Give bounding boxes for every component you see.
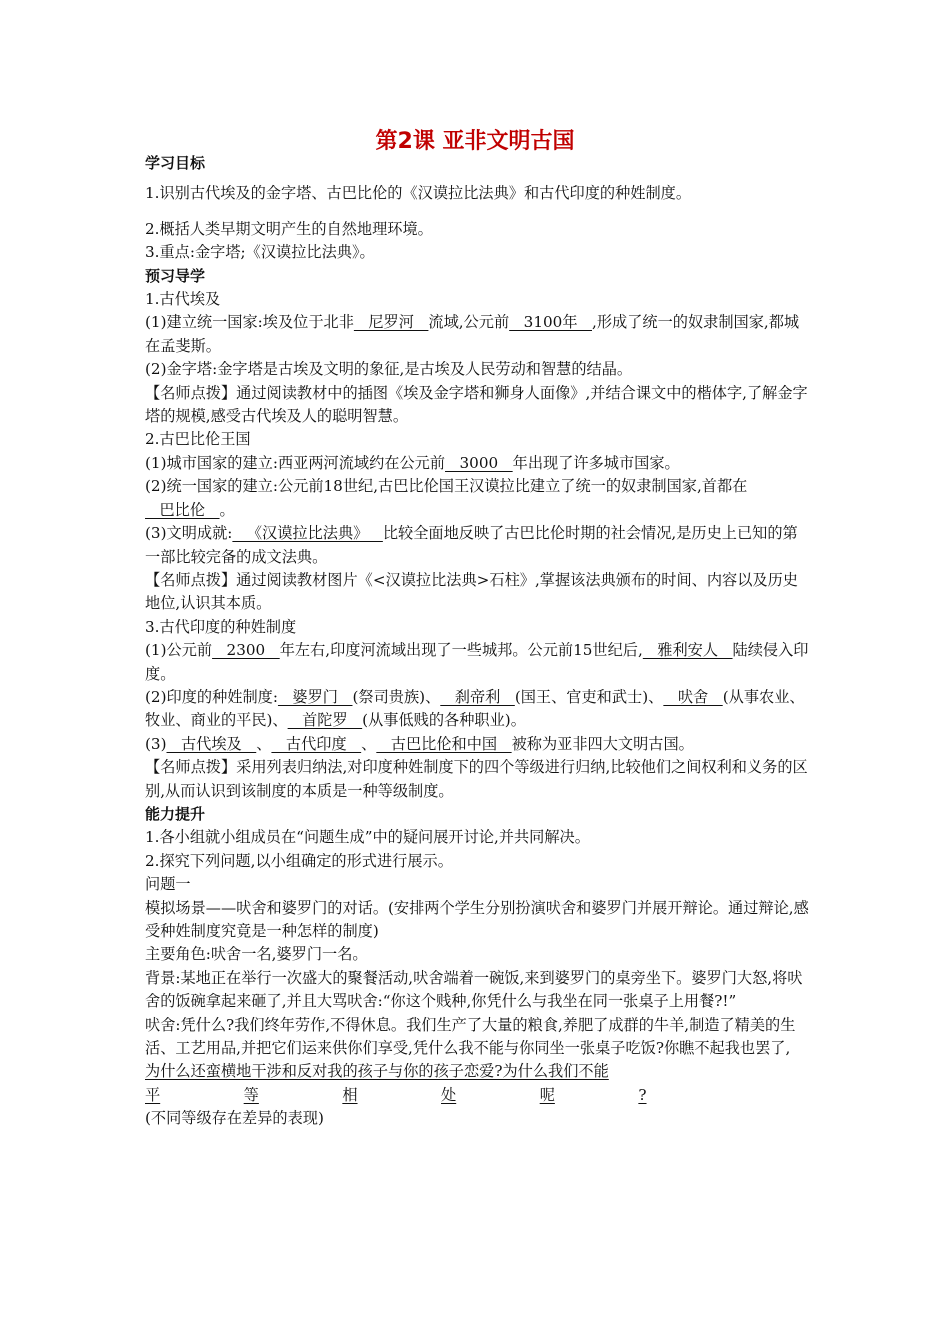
text: ,形成了统一的奴隶制国家,都城在孟斐斯。 [145,313,800,355]
answer-blank: 婆罗门 [277,687,353,706]
text: 。 [219,500,235,519]
answer-blank: 古巴比伦和中国 [376,734,512,753]
section-egypt-title: 1.古代埃及 [145,290,221,309]
note: (不同等级存在差异的表现) [145,1109,324,1128]
section-babylon-title: 2.古巴比伦王国 [145,430,251,449]
text: 相 [342,1085,358,1104]
babylon-tip: 【名师点拨】通过阅读教材图片《<汉谟拉比法典>石柱》,掌握该法典颁布的时间、内容以及历史地位,认识其本质。 [145,570,798,613]
answer-blank: 巴比伦 [145,500,220,519]
babylon-p2 [145,475,810,522]
heading-ability: 能力提升 [145,804,206,823]
text: (从事农业、牧业、商业的平民)、 [145,687,805,730]
text: (1)城市国家的建立:西亚两河流域约在公元前 [145,453,446,472]
answer-blank: 尼罗河 [353,313,429,332]
text: 、 [256,734,272,753]
text: ? [638,1085,647,1104]
text [730,1084,810,1107]
text: (1)公元前 [145,641,213,660]
goal-item: 3.重点:金字塔;《汉谟拉比法典》。 [145,243,375,262]
text: (1)建立统一国家:埃及位于北非 [145,313,354,332]
answer-blank: 为什么还蛮横地干涉和反对我的孩子与你的孩子恋爱?为什么我们不能 [145,1062,609,1081]
india-tip: 【名师点拨】采用列表归纳法,对印度种姓制度下的四个等级进行归纳,比较他们之间权利和义务的区别,从而认识到该制度的本质是一种等级制度。 [145,758,808,800]
india-p1 [145,639,810,686]
text: (2)印度的种姓制度: [145,687,278,706]
goal-item: 2.概括人类早期文明产生的自然地理环境。 [145,219,433,238]
india-p3 [145,733,810,756]
ability-item: 2.探究下列问题,以小组确定的形式进行展示。 [145,851,453,870]
egypt-p2: (2)金字塔:金字塔是古埃及文明的象征,是古埃及人民劳动和智慧的结晶。 [145,360,633,379]
text: 等 [243,1085,259,1104]
text: 处 [441,1085,457,1104]
answer-blank: 古代印度 [271,734,362,753]
text: 比较全面地反映了古巴比伦时期的社会情况,是历史上已知的第一部比较完备的成文法典。 [145,524,798,566]
text: 年左右,印度河流域出现了一些城邦。公元前15世纪后, [279,641,643,660]
text: 陆续侵入印度。 [145,641,809,683]
section-india-title: 3.古代印度的种姓制度 [145,617,297,636]
document-body [145,152,810,1131]
answer-blank: 刹帝利 [440,687,515,706]
answer-blank: 首陀罗 [287,711,363,730]
answer-blank: 3100年 [509,313,592,332]
egypt-p1 [145,311,810,358]
text: (2)统一国家的建立:公元前18世纪,古巴比伦国王汉谟拉比建立了统一的奴隶制国家,首都在 [145,477,748,496]
roles: 主要角色:吠舍一名,婆罗门一名。 [145,945,368,964]
reply [145,1014,810,1084]
answer-blank: 吠舍 [663,687,723,706]
lesson-title: 第2课 亚非文明古国 [375,129,575,154]
text: (国王、官吏和武士)、 [514,687,664,706]
text: 吠舍:凭什么?我们终年劳作,不得休息。我们生产了大量的粮食,养肥了成群的牛羊,制造了精美的生活、工艺用品,并把它们运来供你们享受,凭什么我不能与你同坐一张桌子吃饭?你瞧不起我也罢了, [145,1015,796,1058]
babylon-p1 [145,452,810,475]
text: (3) [145,734,167,753]
question-one-title: 问题一 [145,875,191,894]
scene-description: 模拟场景——吠舍和婆罗门的对话。(安排两个学生分别扮演吠舍和婆罗门并展开辩论。通过辩论,感受种姓制度究竟是一种怎样的制度) [145,898,809,940]
heading-goals: 学习目标 [145,154,206,172]
background: 背景:某地正在举行一次盛大的聚餐活动,吠舍端着一碗饭,来到婆罗门的桌旁坐下。婆罗门大怒,将吠舍的饭碗拿起来砸了,并且大骂吠舍:“你这个贱种,你凭什么与我坐在同一张桌子上用餐?!” [145,968,803,1011]
reply-last-line [145,1084,810,1107]
text: (祭司贵族)、 [352,687,441,706]
text: (3)文明成就: [145,524,233,543]
text: 、 [361,734,377,753]
goal-item: 1.识别古代埃及的金字塔、古巴比伦的《汉谟拉比法典》和古代印度的种姓制度。 [145,184,692,203]
text: 呢 [539,1085,555,1104]
egypt-tip: 【名师点拨】通过阅读教材中的插图《埃及金字塔和狮身人面像》,并结合课文中的楷体字,了解金字塔的规模,感受古代埃及人的聪明智慧。 [145,383,808,426]
text: (从事低贱的各种职业)。 [362,711,526,730]
answer-blank: 《汉谟拉比法典》 [232,524,383,543]
answer-blank: 雅利安人 [642,641,733,660]
heading-preview: 预习导学 [145,266,206,285]
text: 年出现了许多城市国家。 [512,453,680,472]
india-p2 [145,686,810,733]
text: 流域,公元前 [428,313,510,332]
ability-item: 1.各小组就小组成员在“问题生成”中的疑问展开讨论,并共同解决。 [145,828,590,847]
text: 被称为亚非四大文明古国。 [511,734,694,753]
text: 平 [145,1085,161,1104]
answer-blank: 2300 [212,641,280,660]
answer-blank: 古代埃及 [166,734,257,753]
babylon-p3 [145,522,810,569]
answer-blank: 3000 [445,453,513,472]
